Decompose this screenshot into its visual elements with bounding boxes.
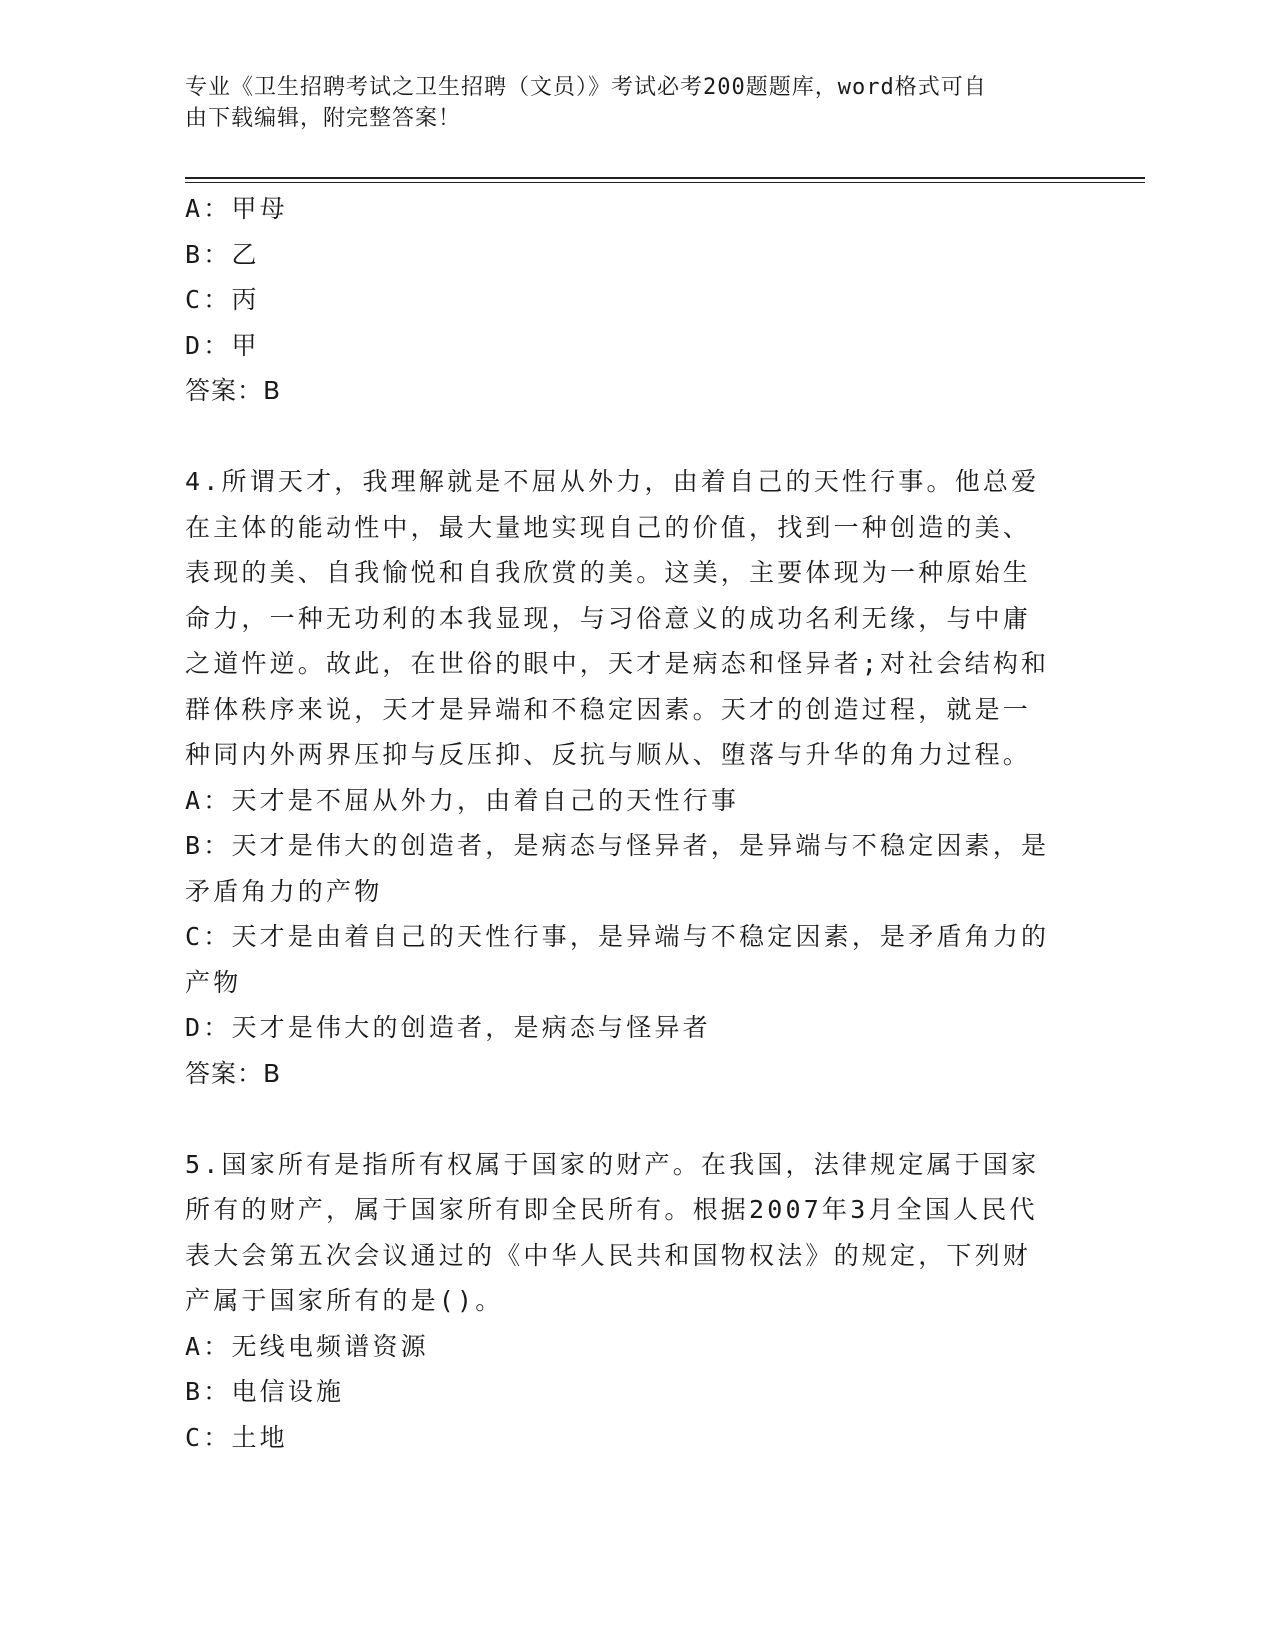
option-d: D：甲 [185,330,260,360]
answer-line: 答案：B [185,376,282,405]
question-stem-line: 所有的财产，属于国家所有即全民所有。根据2007年3月全国人民代 [185,1195,1038,1224]
option-b-continued: 矛盾角力的产物 [185,876,383,906]
question-stem-line: 5.国家所有是指所有权属于国家的财产。在我国，法律规定属于国家 [185,1149,1040,1179]
question-stem-line: 4.所谓天才，我理解就是不屈从外力，由着自己的天性行事。他总爱 [185,467,1040,496]
header-divider-thick [185,177,1145,179]
question-stem-line: 表现的美、自我愉悦和自我欣赏的美。这美，主要体现为一种原始生 [185,558,1032,587]
option-b: B：电信设施 [185,1377,345,1406]
document-header [185,72,1065,134]
question-stem-line: 在主体的能动性中，最大量地实现自己的价值，找到一种创造的美、 [185,512,1032,542]
option-c: C：丙 [185,285,260,314]
answer-line: 答案：B [185,1058,282,1088]
option-a: A：天才是不屈从外力，由着自己的天性行事 [185,785,740,815]
option-c-continued: 产物 [185,967,242,997]
header-divider-thin [185,182,1145,183]
question-stem-line: 命力，一种无功利的本我显现，与习俗意义的成功名利无缘，与中庸 [185,603,1032,633]
question-stem-line: 表大会第五次会议通过的《中华人民共和国物权法》的规定，下列财 [185,1240,1032,1270]
option-c: C：土地 [185,1422,288,1452]
document-body [185,186,1075,1460]
question-stem-line: 种同内外两界压抑与反压抑、反抗与顺从、堕落与升华的角力过程。 [185,740,1032,769]
question-stem-line: 产属于国家所有的是()。 [185,1286,504,1315]
question-4 [185,459,1075,1096]
option-a: A：甲母 [185,194,288,223]
option-d: D：天才是伟大的创造者，是病态与怪异者 [185,1013,711,1042]
question-stem-line: 之道忤逆。故此，在世俗的眼中，天才是病态和怪异者;对社会结构和 [185,649,1050,678]
option-b: B：乙 [185,239,260,269]
question-5 [185,1142,1075,1461]
question-3-continued [185,186,1075,414]
option-b: B：天才是伟大的创造者，是病态与怪异者，是异端与不稳定因素，是 [185,831,1050,860]
spacer [185,414,1075,460]
header-line-2: 由下载编辑，附完整答案！ [185,106,462,131]
header-line-1: 专业《卫生招聘考试之卫生招聘（文员）》考试必考200题题库，word格式可自 [185,75,987,100]
option-c: C：天才是由着自己的天性行事，是异端与不稳定因素，是矛盾角力的 [185,922,1050,951]
question-stem-line: 群体秩序来说，天才是异端和不稳定因素。天才的创造过程，就是一 [185,694,1032,724]
spacer [185,1096,1075,1142]
option-a: A：无线电频谱资源 [185,1331,429,1361]
